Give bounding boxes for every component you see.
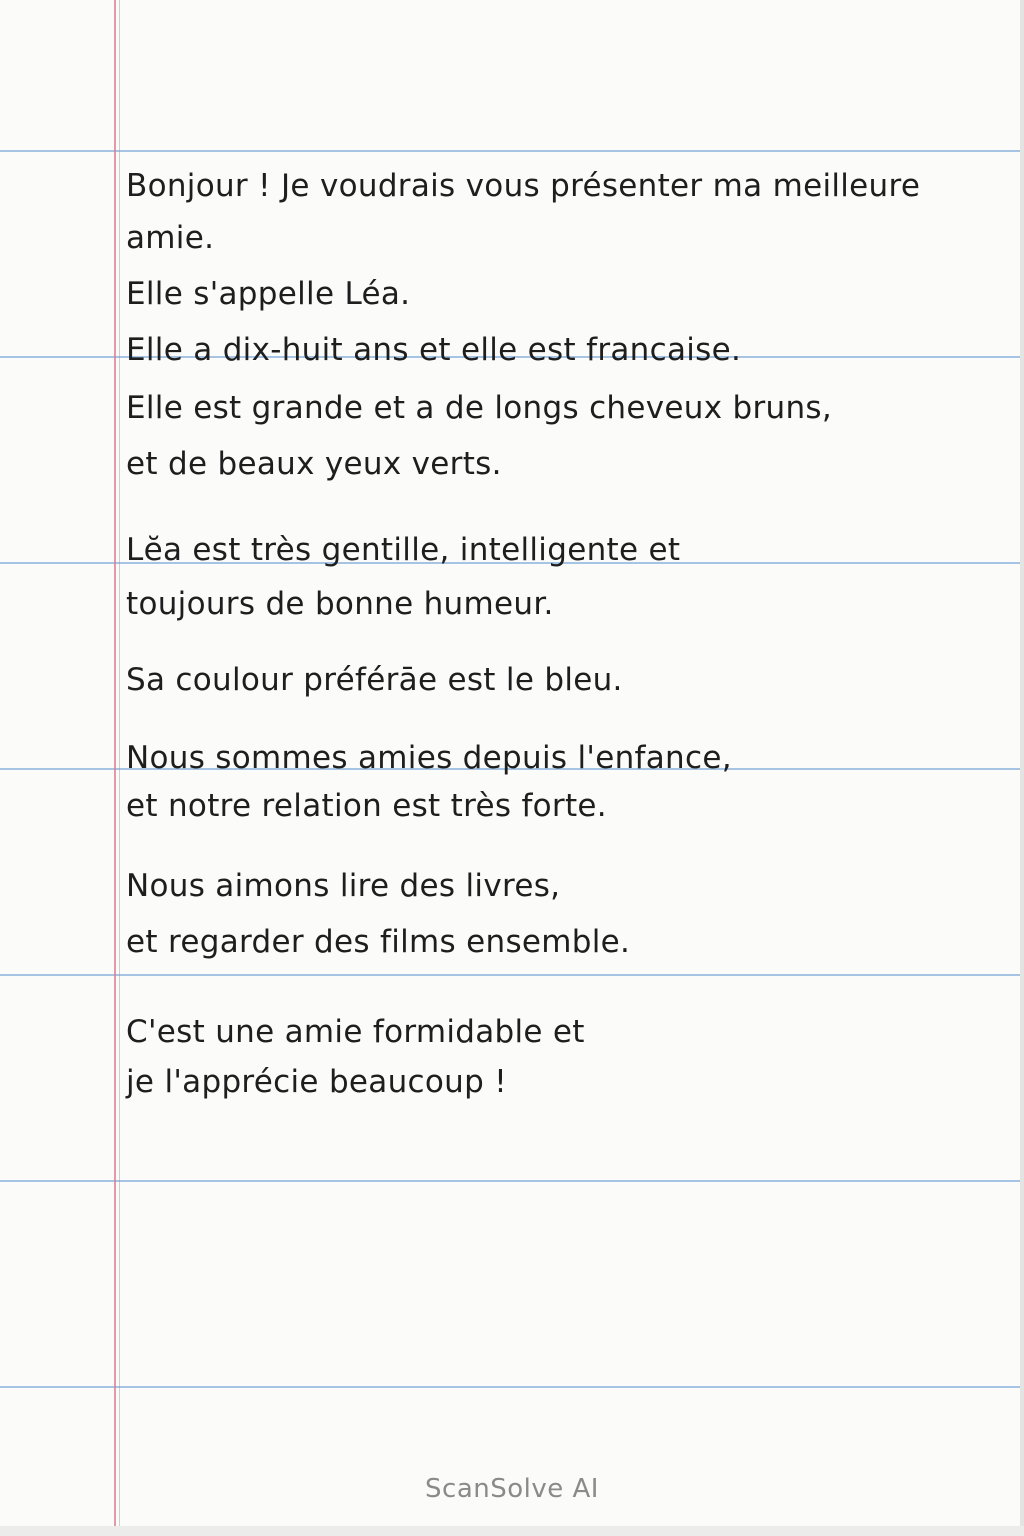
text-line: Elle est grande et a de longs cheveux bruns, — [126, 390, 833, 426]
margin-line — [114, 0, 116, 1536]
text-line: amie. — [126, 220, 215, 256]
text-line: C'est une amie formidable et — [126, 1014, 585, 1050]
text-line: toujours de bonne humeur. — [126, 586, 554, 622]
text-line: Nous sommes amies depuis l'enfance, — [126, 740, 732, 776]
margin-line-inner — [119, 0, 120, 1536]
text-line: Sa coulour préférāe est le bleu. — [126, 662, 623, 698]
watermark: ScanSolve AI — [425, 1474, 599, 1504]
page-bottom-edge — [0, 1526, 1024, 1536]
text-line: Elle a dix-huit ans et elle est francaise. — [126, 332, 742, 368]
text-line: je l'apprécie beaucoup ! — [126, 1064, 507, 1100]
page-header-blank — [0, 0, 1024, 145]
text-line: et regarder des films ensemble. — [126, 924, 631, 960]
text-line: Lĕa est très gentille, intelligente et — [126, 532, 681, 568]
text-line: Nous aimons lire des livres, — [126, 868, 561, 904]
text-line: et de beaux yeux verts. — [126, 446, 502, 482]
page-edge — [1020, 0, 1024, 1536]
text-line: Bonjour ! Je voudrais vous présenter ma meilleure — [126, 168, 921, 204]
text-line: Elle s'appelle Léa. — [126, 276, 411, 312]
text-line: et notre relation est très forte. — [126, 788, 607, 824]
